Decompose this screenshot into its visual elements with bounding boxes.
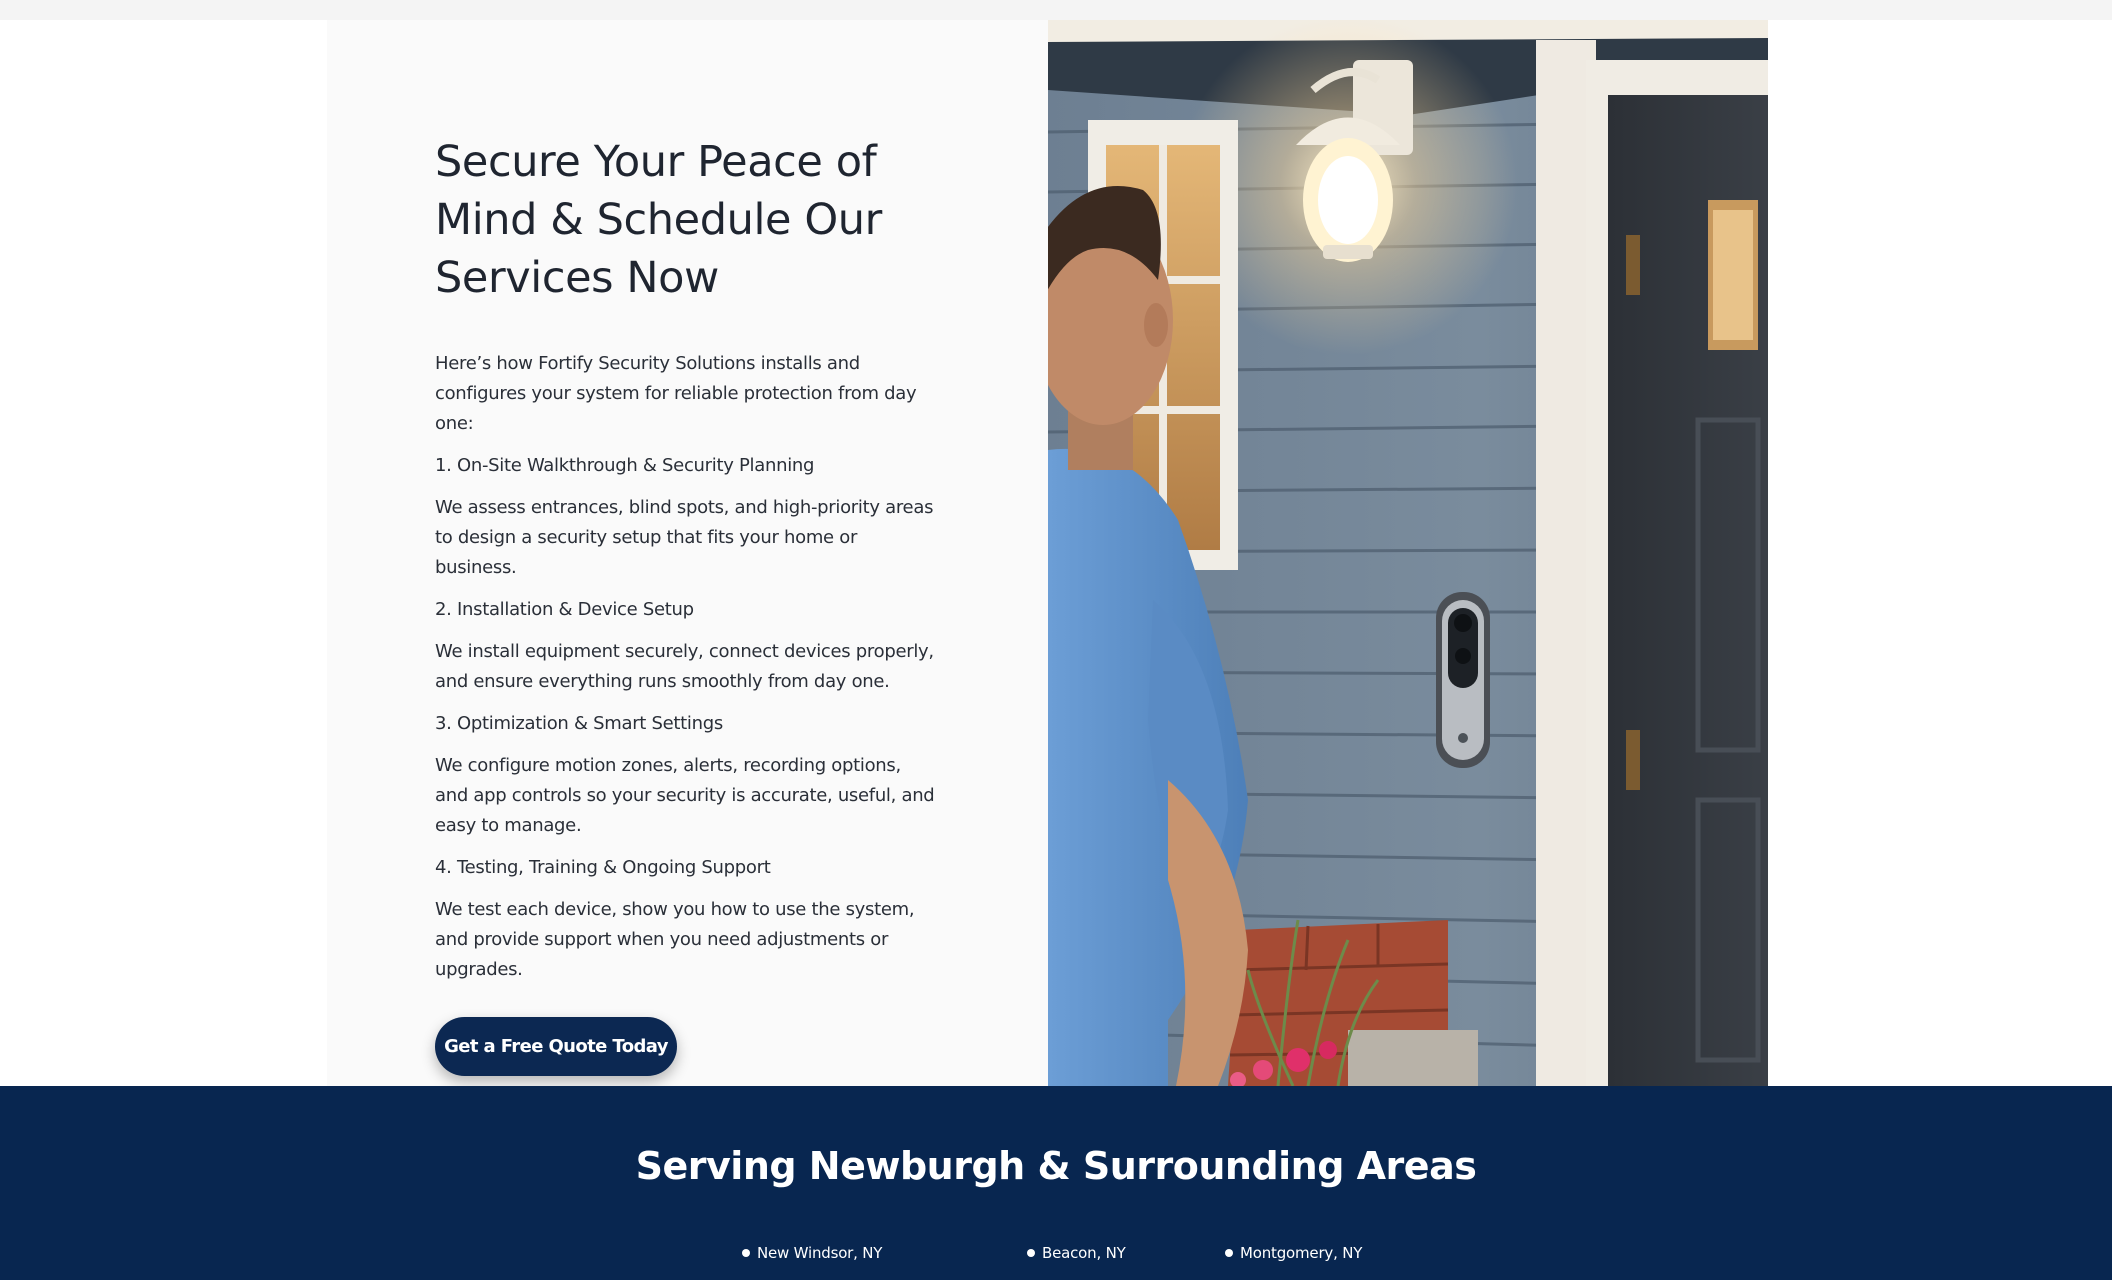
- step-title: 2. Installation & Device Setup: [435, 599, 694, 620]
- bullet-icon: [742, 1249, 750, 1257]
- technician-doorbell-photo: [1048, 20, 1768, 1086]
- step-description: We test each device, show you how to use the system, and provide support when you need adjustments or upgrades.: [435, 899, 915, 980]
- top-strip: [0, 0, 2112, 20]
- area-label: Beacon, NY: [1042, 1244, 1126, 1262]
- bullet-icon: [1027, 1249, 1035, 1257]
- step-description: We assess entrances, blind spots, and high-priority areas to design a security setup that fits your home or business.: [435, 497, 934, 578]
- bullet-icon: [1225, 1249, 1233, 1257]
- area-label: New Windsor, NY: [757, 1244, 883, 1262]
- step-title: 3. Optimization & Smart Settings: [435, 713, 723, 734]
- step-description: We install equipment securely, connect devices properly, and ensure everything runs smoothly from day one.: [435, 641, 934, 692]
- list-item: [1225, 1244, 1362, 1262]
- service-areas-title: Serving Newburgh & Surrounding Areas: [635, 1144, 1477, 1188]
- free-quote-button[interactable]: Get a Free Quote Today: [435, 1017, 677, 1076]
- area-label: Montgomery, NY: [1240, 1244, 1363, 1262]
- schedule-services-section: [327, 20, 1768, 1086]
- text-panel: [327, 20, 1048, 1086]
- service-areas-section: [0, 1086, 2112, 1280]
- intro-paragraph: Here’s how Fortify Security Solutions installs and configures your system for reliable protection from day one:: [435, 353, 917, 434]
- step-title: 1. On-Site Walkthrough & Security Planning: [435, 455, 815, 476]
- step-description: We configure motion zones, alerts, recording options, and app controls so your security is accurate, useful, and easy to manage.: [435, 755, 935, 836]
- list-item: [1027, 1244, 1126, 1262]
- page-title: Secure Your Peace of Mind & Schedule Our Services Now: [435, 137, 882, 303]
- text-content: [435, 133, 935, 1076]
- list-item: [742, 1244, 882, 1262]
- step-title: 4. Testing, Training & Ongoing Support: [435, 857, 771, 878]
